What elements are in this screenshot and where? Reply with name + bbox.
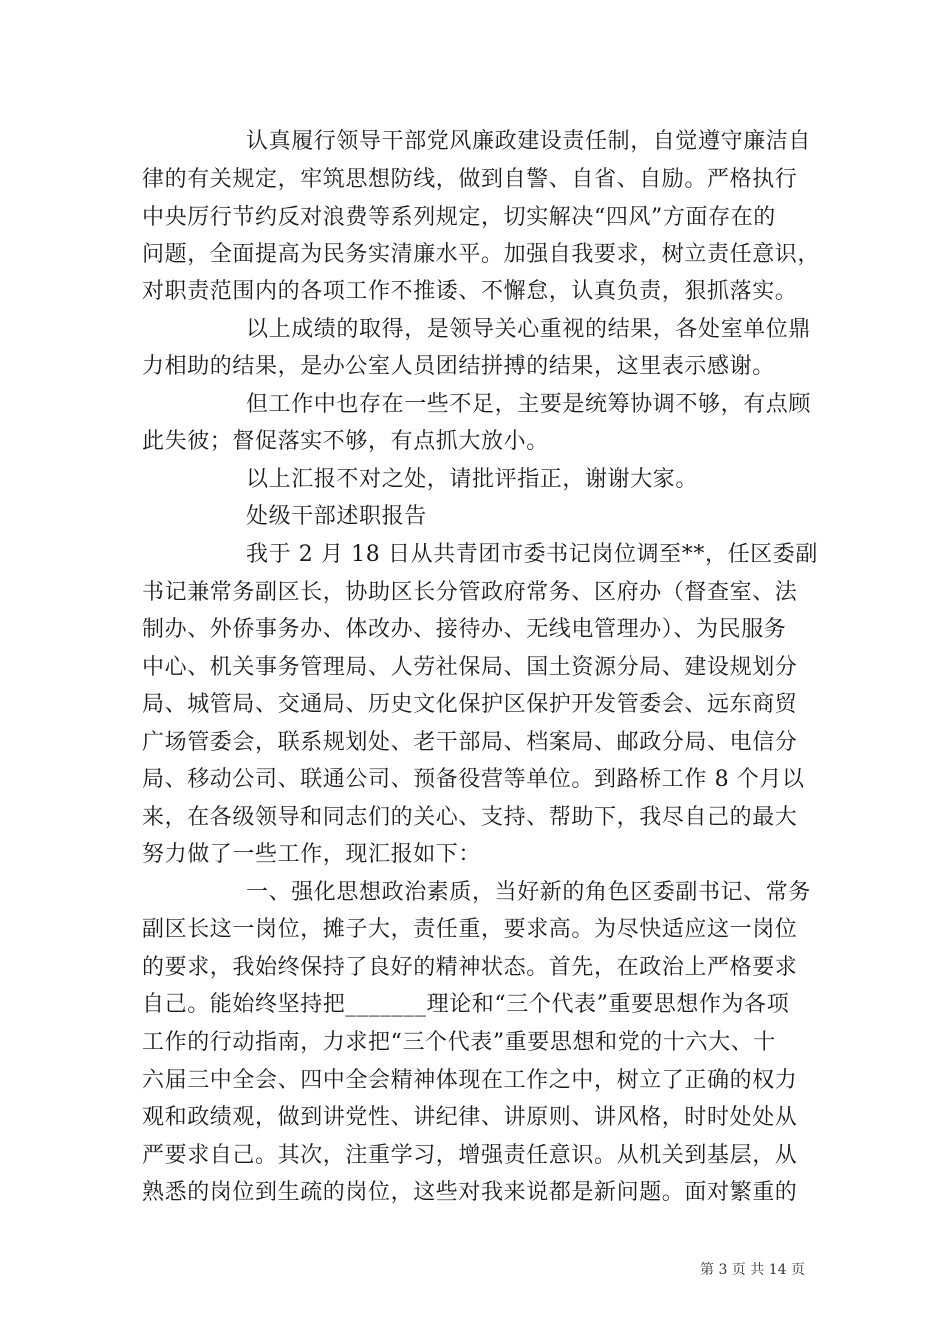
section-heading: 处级干部述职报告 <box>246 504 427 529</box>
text-line: 观和政绩观，做到讲党性、讲纪律、讲原则、讲风格，时时处处从 <box>142 1105 798 1130</box>
text-line: 中央厉行节约反对浪费等系列规定，切实解决“四风”方面存在的 <box>142 205 776 230</box>
page-number: 第 3 页 共 14 页 <box>700 1262 805 1278</box>
text-line: 制办、外侨事务办、体改办、接待办、无线电管理办）、为民服务 <box>142 617 787 642</box>
text-line: 问题，全面提高为民务实清廉水平。加强自我要求，树立责任意识， <box>142 242 821 267</box>
text-line: 工作的行动指南，力求把“三个代表”重要思想和党的十六大、十 <box>142 1030 776 1055</box>
text-line: 六届三中全会、四中全会精神体现在工作之中，树立了正确的权力 <box>142 1068 798 1093</box>
text-line: 的要求，我始终保持了良好的精神状态。首先，在政治上严格要求 <box>142 955 798 980</box>
text-line: 认真履行领导干部党风廉政建设责任制，自觉遵守廉洁自 <box>246 129 812 154</box>
text-line: 来，在各级领导和同志们的关心、支持、帮助下，我尽自己的最大 <box>142 805 798 830</box>
text-line: 熟悉的岗位到生疏的岗位，这些对我来说都是新问题。面对繁重的 <box>142 1180 798 1205</box>
text-line: 力相助的结果，是办公室人员团结拼搏的结果，这里表示感谢。 <box>142 354 775 379</box>
text-line: 自己。能始终坚持把_______理论和“三个代表”重要思想作为各项 <box>142 992 790 1017</box>
text-line: 律的有关规定，牢筑思想防线，做到自警、自省、自励。严格执行 <box>142 167 798 192</box>
text-line: 副区长这一岗位，摊子大，责任重，要求高。为尽快适应这一岗位 <box>142 917 798 942</box>
text-line: 中心、机关事务管理局、人劳社保局、国土资源分局、建设规划分 <box>142 655 798 680</box>
text-line: 对职责范围内的各项工作不推诿、不懈怠，认真负责，狠抓落实。 <box>142 279 798 304</box>
text-line: 但工作中也存在一些不足，主要是统筹协调不够，有点顾 <box>246 392 812 417</box>
text-line: 广场管委会，联系规划处、老干部局、档案局、邮政分局、电信分 <box>142 730 798 755</box>
text-line: 局、城管局、交通局、历史文化保护区保护开发管委会、远东商贸 <box>142 692 798 717</box>
text-line: 以上汇报不对之处，请批评指正，谢谢大家。 <box>246 467 699 492</box>
text-line: 我于 2 月 18 日从共青团市委书记岗位调至**，任区委副 <box>246 542 818 567</box>
text-line: 努力做了一些工作，现汇报如下： <box>142 842 482 867</box>
text-line: 书记兼常务副区长，协助区长分管政府常务、区府办（督查室、法 <box>142 580 798 605</box>
text-line: 局、移动公司、联通公司、预备役营等单位。到路桥工作 8 个月以 <box>142 767 805 792</box>
text-line: 一、强化思想政治素质，当好新的角色区委副书记、常务 <box>246 880 812 905</box>
text-line: 以上成绩的取得，是领导关心重视的结果，各处室单位鼎 <box>246 317 812 342</box>
text-line: 严要求自己。其次，注重学习，增强责任意识。从机关到基层，从 <box>142 1143 798 1168</box>
text-line: 此失彼；督促落实不够，有点抓大放小。 <box>142 429 549 454</box>
